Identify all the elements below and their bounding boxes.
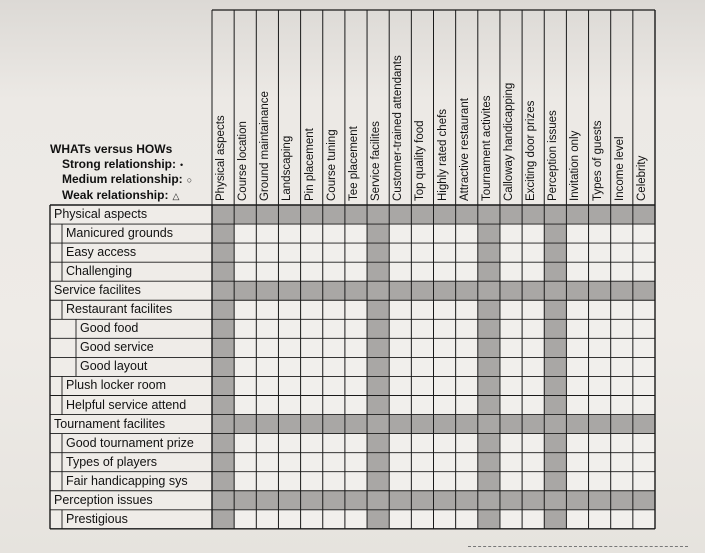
how-column-header: Tee placement: [347, 126, 360, 201]
what-row-label: Easy access: [66, 245, 137, 260]
how-column-header: Physical aspects: [215, 115, 227, 201]
how-column-header: Types of guests: [591, 120, 604, 201]
how-column-header: Course location: [237, 121, 250, 201]
legend-medium-label: Medium relationship:: [62, 172, 183, 186]
what-row-label: Good food: [80, 321, 139, 336]
what-row-label: Service facilites: [54, 283, 141, 298]
how-column-header: Perception issues: [547, 110, 560, 201]
what-row-label: Perception issues: [54, 492, 153, 507]
what-row-label: Restaurant facilites: [66, 302, 173, 317]
what-row-label: Physical aspects: [54, 207, 148, 221]
legend-title: WHATs versus HOWs: [50, 142, 173, 156]
what-row-label: Good layout: [80, 359, 148, 374]
how-column-header: Customer-trained attendants: [392, 55, 405, 201]
how-column-header: Landscaping: [281, 135, 294, 201]
legend-strong: [50, 157, 192, 173]
what-row-label: Tournament facilites: [54, 416, 166, 431]
what-row-label: Prestigious: [66, 511, 128, 526]
how-column-header: Invitation only: [569, 130, 582, 201]
legend: [50, 142, 192, 203]
how-column-header: Attractive restaurant: [458, 98, 471, 201]
shaded-column-15: [544, 205, 566, 529]
weak-symbol-icon: △: [172, 190, 180, 201]
how-column-header: Exciting door prizes: [525, 100, 538, 201]
what-row-label: Manicured grounds: [66, 226, 174, 241]
what-row-label: Good tournament prize: [66, 435, 194, 450]
what-row-label: Good service: [80, 340, 154, 355]
legend-medium: [50, 172, 192, 188]
page-edge-text-fragment: [468, 546, 688, 553]
how-column-header: Celebrity: [635, 155, 648, 201]
legend-weak-label: Weak relationship:: [62, 187, 169, 202]
what-row-label: Plush locker room: [66, 378, 167, 393]
what-row-label: Types of players: [66, 454, 158, 469]
shaded-column-12: [478, 205, 500, 529]
how-column-header: Course tuning: [325, 129, 338, 201]
how-column-header: Income level: [613, 136, 626, 201]
how-column-header: Ground maintainance: [259, 91, 272, 201]
what-row-label: Helpful service attend: [66, 397, 187, 412]
how-column-header: Top quality food: [414, 120, 427, 201]
what-row-label: Challenging: [66, 264, 133, 279]
legend-weak: [50, 188, 192, 204]
how-column-header: Service facilites: [370, 121, 383, 201]
medium-symbol-icon: ○: [186, 175, 193, 185]
how-column-header: Pin placement: [303, 128, 316, 201]
shaded-column-7: [367, 205, 389, 529]
how-column-header: Tournament activites: [480, 95, 493, 201]
how-column-header: Calloway handicapping: [502, 82, 515, 201]
what-row-label: Fair handicapping sys: [66, 473, 188, 488]
strong-symbol-icon: •: [180, 159, 184, 170]
legend-strong-label: Strong relationship:: [62, 156, 176, 171]
how-column-header: Highly rated chefs: [436, 108, 449, 201]
